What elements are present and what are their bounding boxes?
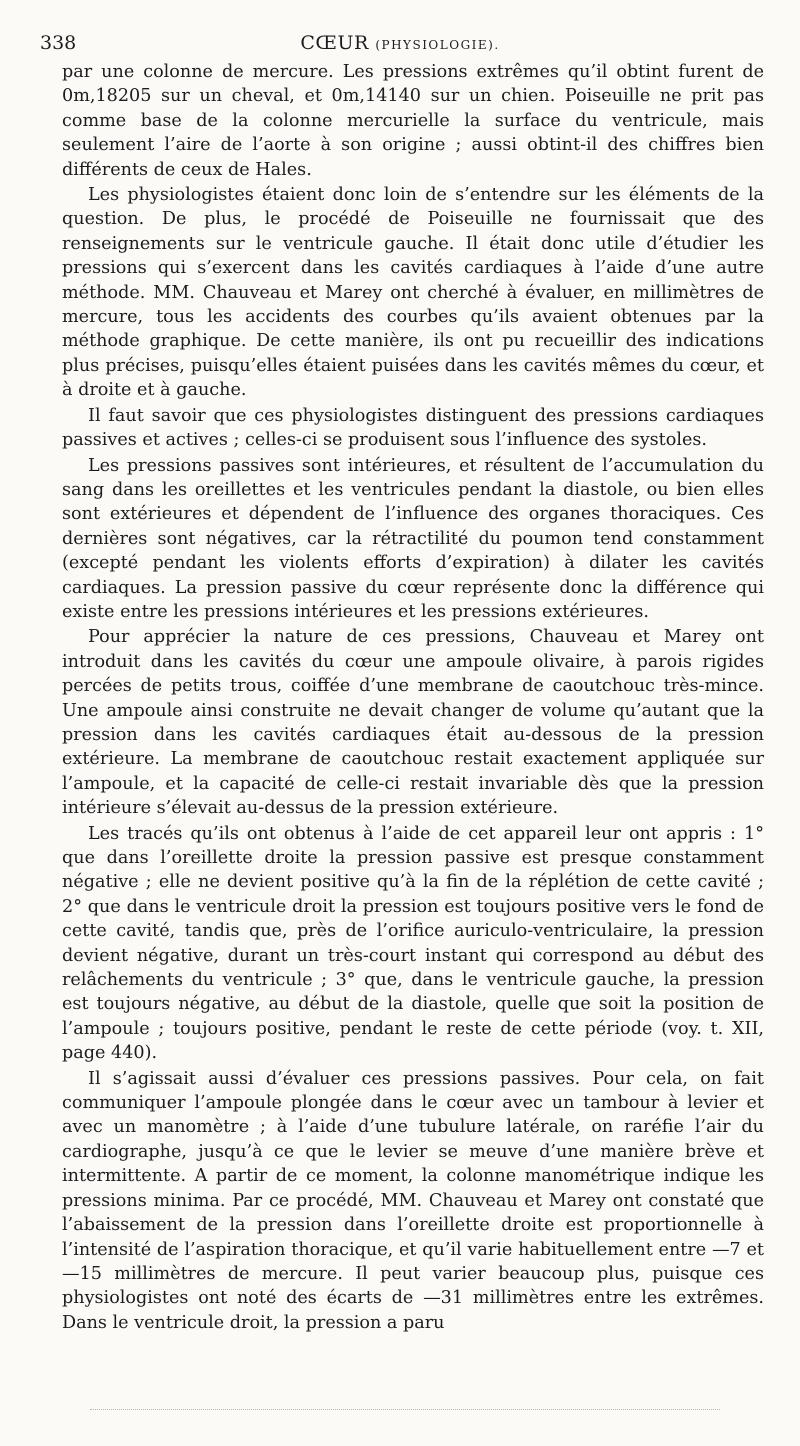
running-title-main: CŒUR [300, 32, 369, 54]
paragraph: Les tracés qu’ils ont obtenus à l’aide de cet appareil leur ont appris : 1° que dans l’oreillette droite la pression passive est presque constamment négative ; elle ne devient positive qu’à la fin de la réplétion de cette cavité ; 2° que dans le ventricule droit la pression est toujours positive vers le fond de cette cavité, tandis que, près de l’orifice auriculo-ventriculaire, la pression devient négative, durant un très-court instant qui correspond au début des relâchements du ventricule ; 3° que, dans le ventricule gauche, la pression est toujours négative, au début de la diastole, quelle que soit la position de l’ampoule ; toujours positive, pendant le reste de cette période (voy. t. XII, page 440). [62, 823, 764, 1064]
paragraph: Les physiologistes étaient donc loin de s’entendre sur les éléments de la question. De plus, le procédé de Poiseuille ne fournissait que des renseignements sur le ventricule gauche. Il était donc utile d’étudier les pressions qui s’exercent dans les cavités cardiaques à l’aide d’une autre méthode. MM. Chauveau et Marey ont cherché à évaluer, en millimètres de mercure, tous les accidents des courbes qu’ils avaient obtenues par la méthode graphique. De cette manière, ils ont pu recueillir des indications plus précises, puisqu’elles étaient puisées dans les cavités mêmes du cœur, et à droite et à gauche. [62, 185, 764, 401]
page-number: 338 [40, 32, 77, 54]
body-text [62, 60, 764, 1336]
footer-rule [90, 1409, 720, 1410]
paragraph: Pour apprécier la nature de ces pressions, Chauveau et Marey ont introduit dans les cavités du cœur une ampoule olivaire, à parois rigides percées de petits trous, coiffée d’une membrane de caoutchouc très-mince. Une ampoule ainsi construite ne devait changer de volume qu’autant que la pression dans les cavités cardiaques était au-dessous de la pression extérieure. La membrane de caoutchouc restait exactement appliquée sur l’ampoule, et la capacité de celle-ci restait invariable dès que la pression intérieure s’élevait au-dessus de la pression extérieure. [62, 627, 764, 819]
page-header [40, 32, 760, 60]
running-title [40, 32, 760, 54]
running-title-sub: (PHYSIOLOGIE). [375, 38, 500, 52]
paragraph: Il faut savoir que ces physiologistes distinguent des pressions cardiaques passives et actives ; celles-ci se produisent sous l’influence des systoles. [62, 405, 764, 451]
paragraph: Les pressions passives sont intérieures, et résultent de l’accumulation du sang dans les oreillettes et les ventricules pendant la diastole, ou bien elles sont extérieures et dépendent de l’influence des organes thoraciques. Ces dernières sont négatives, car la rétractilité du poumon tend constamment (excepté pendant les violents efforts d’expiration) à dilater les cavités cardiaques. La pression passive du cœur représente donc la différence qui existe entre les pressions intérieures et les pressions extérieures. [62, 455, 764, 622]
paragraph: Il s’agissait aussi d’évaluer ces pressions passives. Pour cela, on fait communiquer l’ampoule plongée dans le cœur avec un tambour à levier et avec un manomètre ; à l’aide d’une tubulure latérale, on raréfie l’air du cardiographe, jusqu’à ce que le levier se meuve d’une manière brève et intermittente. A partir de ce moment, la colonne manométrique indique les pressions minima. Par ce procédé, MM. Chauveau et Marey ont constaté que l’abaissement de la pression dans l’oreillette droite est proportionnelle à l’intensité de l’aspiration thoracique, et qu’il varie habituellement entre —7 et —15 millimètres de mercure. Il peut varier beaucoup plus, puisque ces physiologistes ont noté des écarts de —31 millimètres entre les extrêmes. Dans le ventricule droit, la pression a paru [62, 1068, 764, 1333]
paragraph: par une colonne de mercure. Les pressions extrêmes qu’il obtint furent de 0m,18205 sur un cheval, et 0m,14140 sur un chien. Poiseuille ne prit pas comme base de la colonne mercurielle la surface du ventricule, mais seulement l’aire de l’aorte à son origine ; aussi obtint-il des chiffres bien différents de ceux de Hales. [62, 62, 764, 180]
